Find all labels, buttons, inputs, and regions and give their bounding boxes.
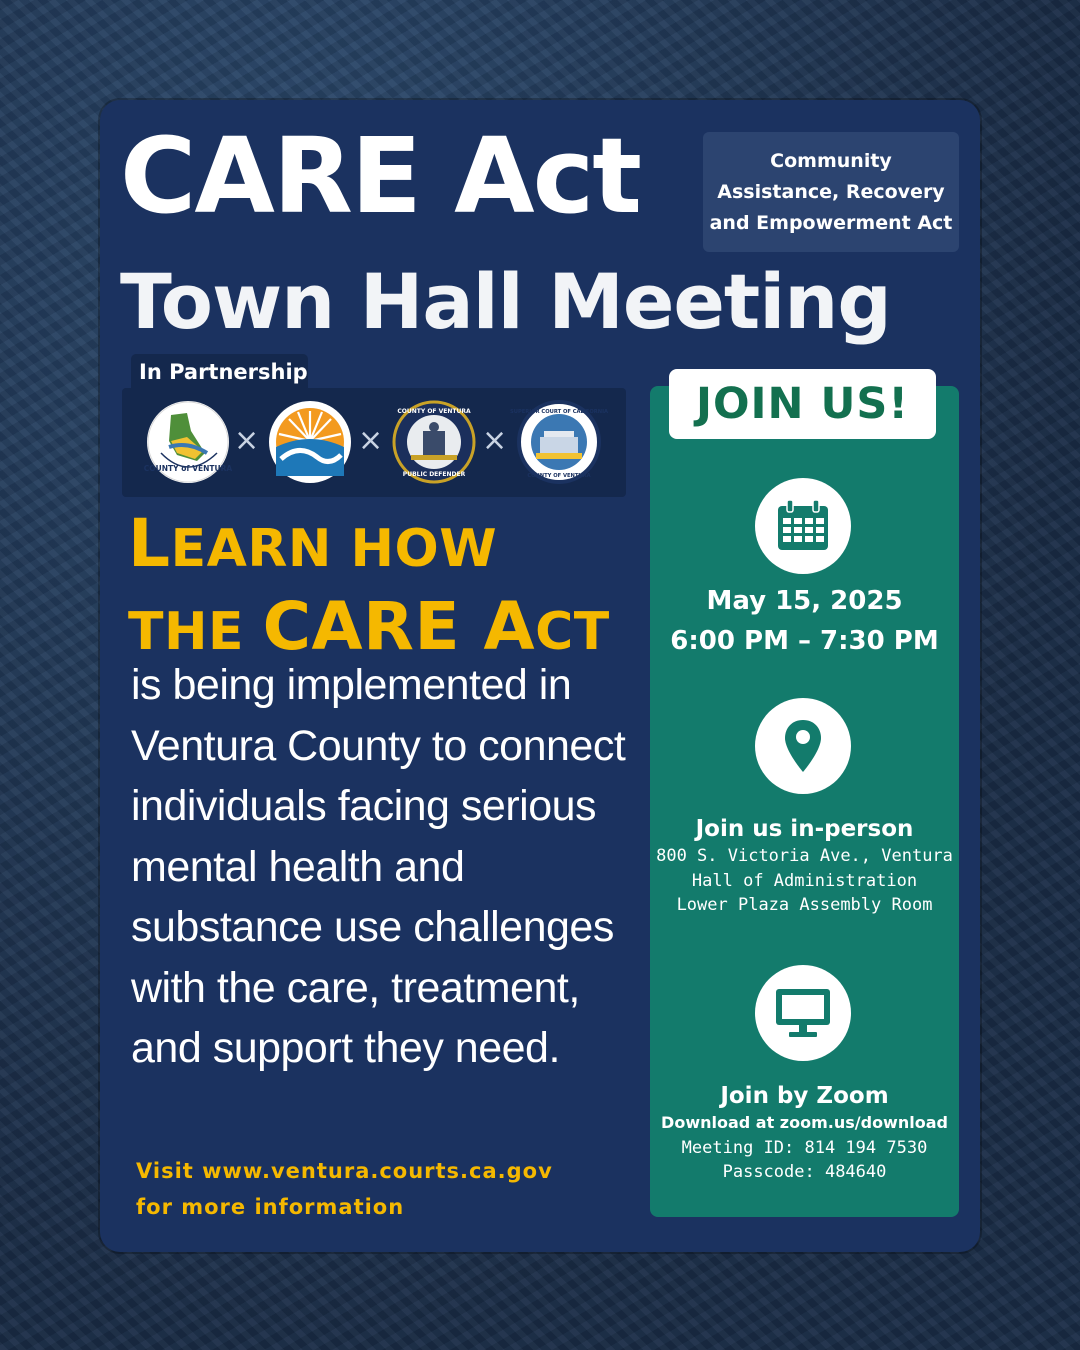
superior-court-seal: [509, 401, 609, 483]
address-line-3: Lower Plaza Assembly Room: [676, 895, 933, 915]
zoom-title: Join by Zoom: [720, 1083, 889, 1109]
headline: [128, 505, 610, 671]
acronym-box: Community Assistance, Recovery and Empowerment Act: [703, 132, 959, 252]
inperson-info: [650, 814, 959, 918]
svg-text:PUBLIC DEFENDER: PUBLIC DEFENDER: [402, 471, 466, 478]
address-line-1: 800 S. Victoria Ave., Ventura: [656, 846, 953, 866]
zoom-meeting-id: Meeting ID: 814 194 7530: [681, 1137, 928, 1158]
svg-text:COUNTY OF VENTURA: COUNTY OF VENTURA: [397, 408, 471, 415]
zoom-download-link[interactable]: Download at zoom.us/download: [661, 1113, 948, 1132]
location-pin-icon: [755, 698, 851, 794]
event-datetime: [650, 581, 959, 661]
event-date: May 15, 2025: [706, 586, 903, 616]
zoom-passcode: Passcode: 484640: [722, 1162, 887, 1182]
partner-separator: ×: [358, 423, 384, 458]
county-seal-text: COUNTY of VENTURA: [143, 464, 233, 473]
partner-logos-strip: [122, 388, 626, 497]
svg-text:COUNTY OF VENTURA: COUNTY OF VENTURA: [527, 473, 591, 479]
svg-text:SUPERIOR COURT OF CALIFORNIA: SUPERIOR COURT OF CALIFORNIA: [509, 409, 609, 415]
visit-info: [136, 1153, 553, 1225]
county-of-ventura-seal: [143, 401, 233, 483]
event-time: 6:00 PM – 7:30 PM: [670, 626, 939, 656]
sunrise-wave-logo: [269, 401, 351, 483]
headline-line1: LEARN HOW: [128, 505, 498, 582]
public-defender-seal: [393, 401, 475, 483]
join-us-badge: JOIN US!: [669, 369, 936, 439]
page-title: CARE Act: [120, 115, 640, 237]
visit-website-link[interactable]: Visit www.ventura.courts.ca.gov: [136, 1159, 553, 1183]
page-subtitle: Town Hall Meeting: [120, 257, 891, 346]
calendar-icon: [755, 478, 851, 574]
address-line-2: Hall of Administration: [691, 870, 918, 891]
inperson-title: Join us in-person: [695, 816, 914, 842]
partner-separator: ×: [482, 423, 508, 458]
zoom-info: [650, 1081, 959, 1185]
visit-more-info: for more information: [136, 1195, 405, 1219]
description-text: is being implemented in Ventura County to connect individuals facing serious mental health and substance use challenges with the care, treatment, and support they need.: [131, 661, 626, 1072]
headline-line2: THE CARE ACT: [128, 588, 610, 665]
partnership-label: In Partnership: [131, 354, 308, 390]
partner-separator: ×: [234, 423, 260, 458]
monitor-icon: [755, 965, 851, 1061]
